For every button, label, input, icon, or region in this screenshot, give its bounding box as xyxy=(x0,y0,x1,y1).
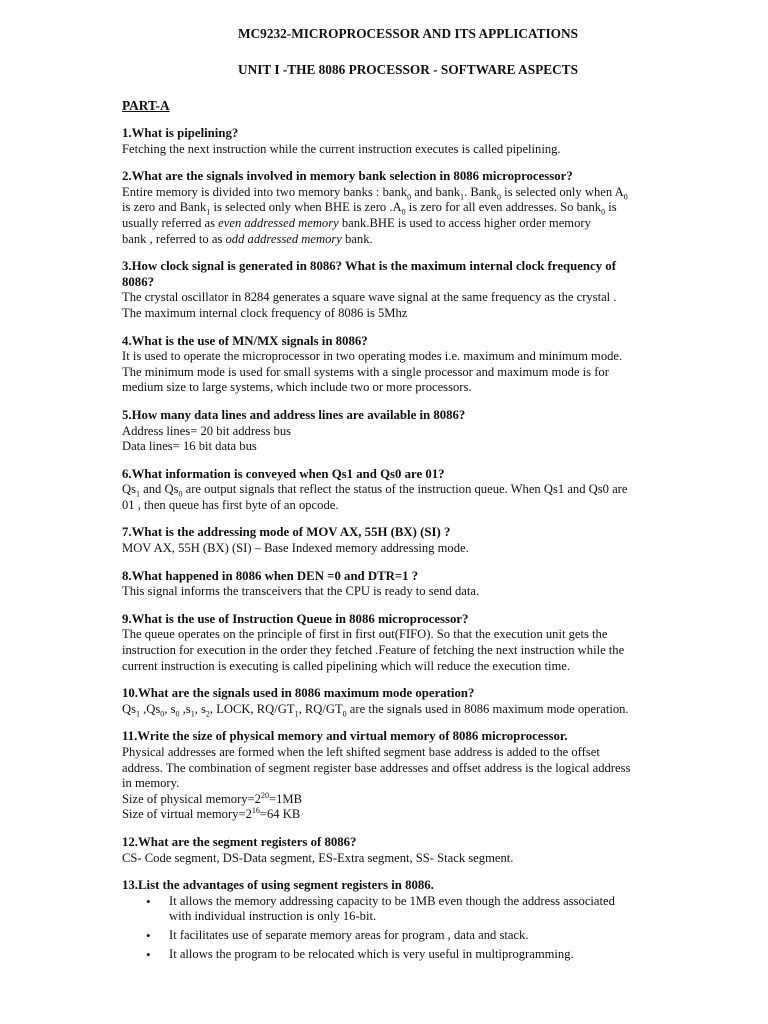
question-text: 3.How clock signal is generated in 8086? What is the maximum internal clock frequency of 8086? xyxy=(122,259,616,289)
part-heading: PART-A xyxy=(122,98,170,113)
question-12 xyxy=(122,835,708,866)
question-text: 10.What are the signals used in 8086 maximum mode operation? xyxy=(122,686,475,701)
question-13 xyxy=(122,878,708,962)
list-item: • It facilitates use of separate memory areas for program , data and stack. xyxy=(169,928,708,944)
answer-text: Physical addresses are formed when the left shifted segment base address is added to the offset address. The combination of segment register base addresses and offset address is the logical address in memory. Size of physical $memory=2^{20}=1MB$ Size of virtual $memory=2^{16}=64$ KB xyxy=(122,745,631,822)
question-8 xyxy=(122,569,708,600)
answer-text: The queue operates on the principle of first in first out(FIFO). So that the execution unit gets the instruction for execution in the order they fetched .Feature of fetching the next instruction while the current instruction is executing is called pipelining which will reduce the execution time. xyxy=(122,627,625,673)
list-item: • It allows the memory addressing capacity to be 1MB even though the address associated with individual instruction is only 16-bit. xyxy=(169,894,708,925)
question-text: 4.What is the use of MN/MX signals in 8086? xyxy=(122,333,368,348)
answer-text: $Qs_1$ $,Qs_0$, $s_0$ $,s_1$, $s_2$, LOCK, $RQ/GT_1$, $RQ/GT_0$ are the signals used in 8086 maximum mode operation. xyxy=(122,701,629,719)
question-text: 1.What is pipelining? xyxy=(122,126,239,140)
advantages-list xyxy=(122,894,708,962)
question-text: 12.What are the segment registers of 8086? xyxy=(122,834,357,849)
question-text: 6.What information is conveyed when Qs1 and Qs0 are 01? xyxy=(122,466,445,481)
question-9 xyxy=(122,612,708,674)
answer-text: $Qs_1$ and $Qs_0$ are output signals that reflect the status of the instruction queue. When Qs1 and Qs0 are 01 , then queue has first byte of an opcode. xyxy=(122,482,628,512)
question-11 xyxy=(122,729,708,823)
question-1 xyxy=(122,126,708,157)
question-text: 2.What are the signals involved in memory bank selection in 8086 microprocessor? xyxy=(122,169,573,184)
answer-text: Fetching the next instruction while the current instruction executes is called pipelining. xyxy=(122,141,561,156)
question-text: 9.What is the use of Instruction Queue in 8086 microprocessor? xyxy=(122,611,469,626)
answer-text: MOV AX, 55H (BX) (SI) – Base Indexed memory addressing mode. xyxy=(122,541,469,556)
answer-text: This signal informs the transceivers that the CPU is ready to send data. xyxy=(122,584,480,599)
question-10 xyxy=(122,686,708,717)
answer-text: The crystal oscillator in 8284 generates a square wave signal at the same frequency as the crystal . The maximum internal clock frequency of 8086 is 5Mhz xyxy=(122,290,617,320)
question-7 xyxy=(122,525,708,556)
question-text: 11.Write the size of physical memory and virtual memory of 8086 microprocessor. xyxy=(122,729,568,744)
question-text: 8.What happened in 8086 when DEN =0 and DTR=1 ? xyxy=(122,568,419,583)
answer-text: It is used to operate the microprocessor in two operating modes i.e. maximum and minimum mode. The minimum mode is used for small systems with a single processor and maximum mode is for medium size to large systems, which include two or more processors. xyxy=(122,349,623,395)
question-3 xyxy=(122,259,708,321)
question-text: 13.List the advantages of using segment registers in 8086. xyxy=(122,878,434,893)
question-2 xyxy=(122,169,708,247)
list-item: • It allows the program to be relocated which is very useful in multiprogramming. xyxy=(169,947,708,963)
question-5 xyxy=(122,408,708,455)
answer-text: CS- Code segment, DS-Data segment, ES-Extra segment, SS- Stack segment. xyxy=(122,850,514,865)
question-6 xyxy=(122,467,708,514)
question-text: 7.What is the addressing mode of MOV AX, 55H (BX) (SI) ? xyxy=(122,525,451,540)
answer-text: Entire memory is divided into two memory banks : bank$_0$ and bank$_1$. Bank$_0$ is selected only when $A_0$ is zero and Bank$_1$ is selected only when BHE is zero $.A_0$ is zero for all even addresses. So bank$_0$ is usually referred as even addressed memory bank.BHE is used to access higher order memory bank , referred to as odd addressed memory bank. xyxy=(122,184,628,246)
question-text: 5.How many data lines and address lines are available in 8086? xyxy=(122,407,466,422)
course-title: MC9232-MICROPROCESSOR AND ITS APPLICATIONS xyxy=(238,26,578,41)
document-header xyxy=(108,26,708,78)
answer-text: Address lines= 20 bit address bus Data lines= 16 bit data bus xyxy=(122,423,292,454)
unit-title: UNIT I -THE 8086 PROCESSOR - SOFTWARE ASPECTS xyxy=(237,62,578,77)
question-4 xyxy=(122,334,708,396)
